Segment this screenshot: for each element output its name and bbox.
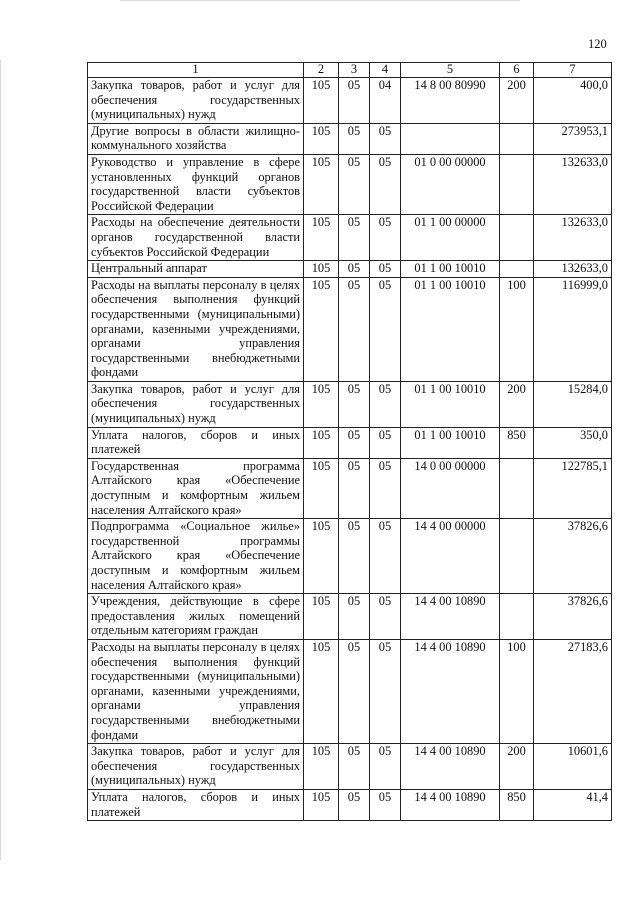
table-row (88, 215, 612, 261)
row-amount: 122785,1 (534, 458, 612, 518)
column-header-6: 6 (500, 63, 534, 78)
scan-edge-top (120, 0, 520, 1)
row-name: Учреждения, действующие в сфере предоставления жилых помещений отдельным категориям граждан (88, 594, 304, 640)
row-name: Закупка товаров, работ и услуг для обеспечения государственных (муниципальных) нужд (88, 744, 304, 790)
row-expense-type (500, 261, 534, 278)
row-expense-type: 850 (500, 427, 534, 458)
row-subsection-code: 05 (370, 427, 401, 458)
row-ministry-code: 105 (304, 427, 339, 458)
column-header-3: 3 (339, 63, 370, 78)
row-subsection-code: 05 (370, 277, 401, 381)
row-amount: 41,4 (534, 789, 612, 820)
row-section-code: 05 (339, 78, 370, 124)
row-name: Закупка товаров, работ и услуг для обеспечения государственных (муниципальных) нужд (88, 381, 304, 427)
table-row (88, 381, 612, 427)
table-row (88, 458, 612, 518)
row-ministry-code: 105 (304, 789, 339, 820)
row-subsection-code: 05 (370, 123, 401, 154)
table-row (88, 744, 612, 790)
row-ministry-code: 105 (304, 277, 339, 381)
row-name: Уплата налогов, сборов и иных платежей (88, 789, 304, 820)
row-ministry-code: 105 (304, 154, 339, 214)
table-row (88, 123, 612, 154)
row-subsection-code: 04 (370, 78, 401, 124)
row-section-code: 05 (339, 519, 370, 594)
column-header-7: 7 (534, 63, 612, 78)
column-header-5: 5 (401, 63, 500, 78)
row-expense-type (500, 154, 534, 214)
row-name: Расходы на выплаты персоналу в целях обеспечения выполнения функций государственными (муниципальными) органами, казенными учреждениями, органами управления государственными внебюджетными фондами (88, 277, 304, 381)
row-name: Другие вопросы в области жилищно-коммунального хозяйства (88, 123, 304, 154)
table-row (88, 427, 612, 458)
row-name: Подпрограмма «Социальное жилье» государственной программы Алтайского края «Обеспечение доступным и комфортным жильем населения Алтайского края» (88, 519, 304, 594)
row-name: Закупка товаров, работ и услуг для обеспечения государственных (муниципальных) нужд (88, 78, 304, 124)
row-amount: 37826,6 (534, 594, 612, 640)
budget-table (87, 62, 612, 821)
row-name: Расходы на обеспечение деятельности органов государственной власти субъектов Российской Федерации (88, 215, 304, 261)
row-target-article: 01 0 00 00000 (401, 154, 500, 214)
table-row (88, 639, 612, 743)
row-expense-type (500, 458, 534, 518)
row-ministry-code: 105 (304, 261, 339, 278)
row-subsection-code: 05 (370, 594, 401, 640)
row-ministry-code: 105 (304, 78, 339, 124)
row-ministry-code: 105 (304, 639, 339, 743)
row-section-code: 05 (339, 261, 370, 278)
row-target-article: 14 4 00 10890 (401, 594, 500, 640)
row-name: Государственная программа Алтайского края «Обеспечение доступным и комфортным жильем населения Алтайского края» (88, 458, 304, 518)
table-header-row (88, 63, 612, 78)
row-name: Уплата налогов, сборов и иных платежей (88, 427, 304, 458)
row-subsection-code: 05 (370, 639, 401, 743)
row-amount: 400,0 (534, 78, 612, 124)
row-subsection-code: 05 (370, 519, 401, 594)
row-name: Центральный аппарат (88, 261, 304, 278)
row-ministry-code: 105 (304, 744, 339, 790)
table-row (88, 277, 612, 381)
row-subsection-code: 05 (370, 744, 401, 790)
page-number: 120 (588, 37, 607, 51)
row-section-code: 05 (339, 154, 370, 214)
row-section-code: 05 (339, 639, 370, 743)
row-target-article: 14 4 00 00000 (401, 519, 500, 594)
row-target-article: 01 1 00 10010 (401, 277, 500, 381)
row-section-code: 05 (339, 594, 370, 640)
row-amount: 273953,1 (534, 123, 612, 154)
row-amount: 132633,0 (534, 154, 612, 214)
table-body (88, 78, 612, 821)
table-row (88, 78, 612, 124)
row-amount: 350,0 (534, 427, 612, 458)
row-target-article: 14 4 00 10890 (401, 639, 500, 743)
row-subsection-code: 05 (370, 381, 401, 427)
row-target-article: 01 1 00 10010 (401, 261, 500, 278)
row-expense-type: 100 (500, 639, 534, 743)
row-amount: 116999,0 (534, 277, 612, 381)
table-row (88, 594, 612, 640)
table-row (88, 789, 612, 820)
row-section-code: 05 (339, 215, 370, 261)
row-target-article: 14 4 00 10890 (401, 789, 500, 820)
column-header-4: 4 (370, 63, 401, 78)
row-ministry-code: 105 (304, 458, 339, 518)
row-subsection-code: 05 (370, 458, 401, 518)
row-subsection-code: 05 (370, 789, 401, 820)
row-amount: 10601,6 (534, 744, 612, 790)
row-amount: 15284,0 (534, 381, 612, 427)
row-amount: 132633,0 (534, 261, 612, 278)
row-target-article: 14 4 00 10890 (401, 744, 500, 790)
column-header-2: 2 (304, 63, 339, 78)
column-header-1: 1 (88, 63, 304, 78)
row-ministry-code: 105 (304, 381, 339, 427)
table-row (88, 261, 612, 278)
row-target-article: 01 1 00 00000 (401, 215, 500, 261)
row-target-article: 01 1 00 10010 (401, 381, 500, 427)
row-section-code: 05 (339, 744, 370, 790)
row-section-code: 05 (339, 427, 370, 458)
row-section-code: 05 (339, 277, 370, 381)
row-section-code: 05 (339, 789, 370, 820)
row-section-code: 05 (339, 123, 370, 154)
row-expense-type: 200 (500, 744, 534, 790)
scan-edge-left (0, 60, 1, 860)
row-amount: 37826,6 (534, 519, 612, 594)
row-amount: 132633,0 (534, 215, 612, 261)
row-ministry-code: 105 (304, 594, 339, 640)
row-target-article: 14 8 00 80990 (401, 78, 500, 124)
table-row (88, 154, 612, 214)
row-expense-type (500, 215, 534, 261)
row-ministry-code: 105 (304, 123, 339, 154)
row-subsection-code: 05 (370, 261, 401, 278)
row-target-article (401, 123, 500, 154)
row-expense-type (500, 594, 534, 640)
row-subsection-code: 05 (370, 215, 401, 261)
table-row (88, 519, 612, 594)
row-section-code: 05 (339, 381, 370, 427)
row-expense-type (500, 519, 534, 594)
row-target-article: 14 0 00 00000 (401, 458, 500, 518)
row-amount: 27183,6 (534, 639, 612, 743)
row-ministry-code: 105 (304, 519, 339, 594)
row-expense-type: 850 (500, 789, 534, 820)
row-name: Руководство и управление в сфере установленных функций органов государственной власти субъектов Российской Федерации (88, 154, 304, 214)
row-expense-type: 100 (500, 277, 534, 381)
row-section-code: 05 (339, 458, 370, 518)
row-subsection-code: 05 (370, 154, 401, 214)
row-expense-type (500, 123, 534, 154)
row-expense-type: 200 (500, 78, 534, 124)
row-expense-type: 200 (500, 381, 534, 427)
row-ministry-code: 105 (304, 215, 339, 261)
row-name: Расходы на выплаты персоналу в целях обеспечения выполнения функций государственными (муниципальными) органами, казенными учреждениями, органами управления государственными внебюджетными фондами (88, 639, 304, 743)
row-target-article: 01 1 00 10010 (401, 427, 500, 458)
